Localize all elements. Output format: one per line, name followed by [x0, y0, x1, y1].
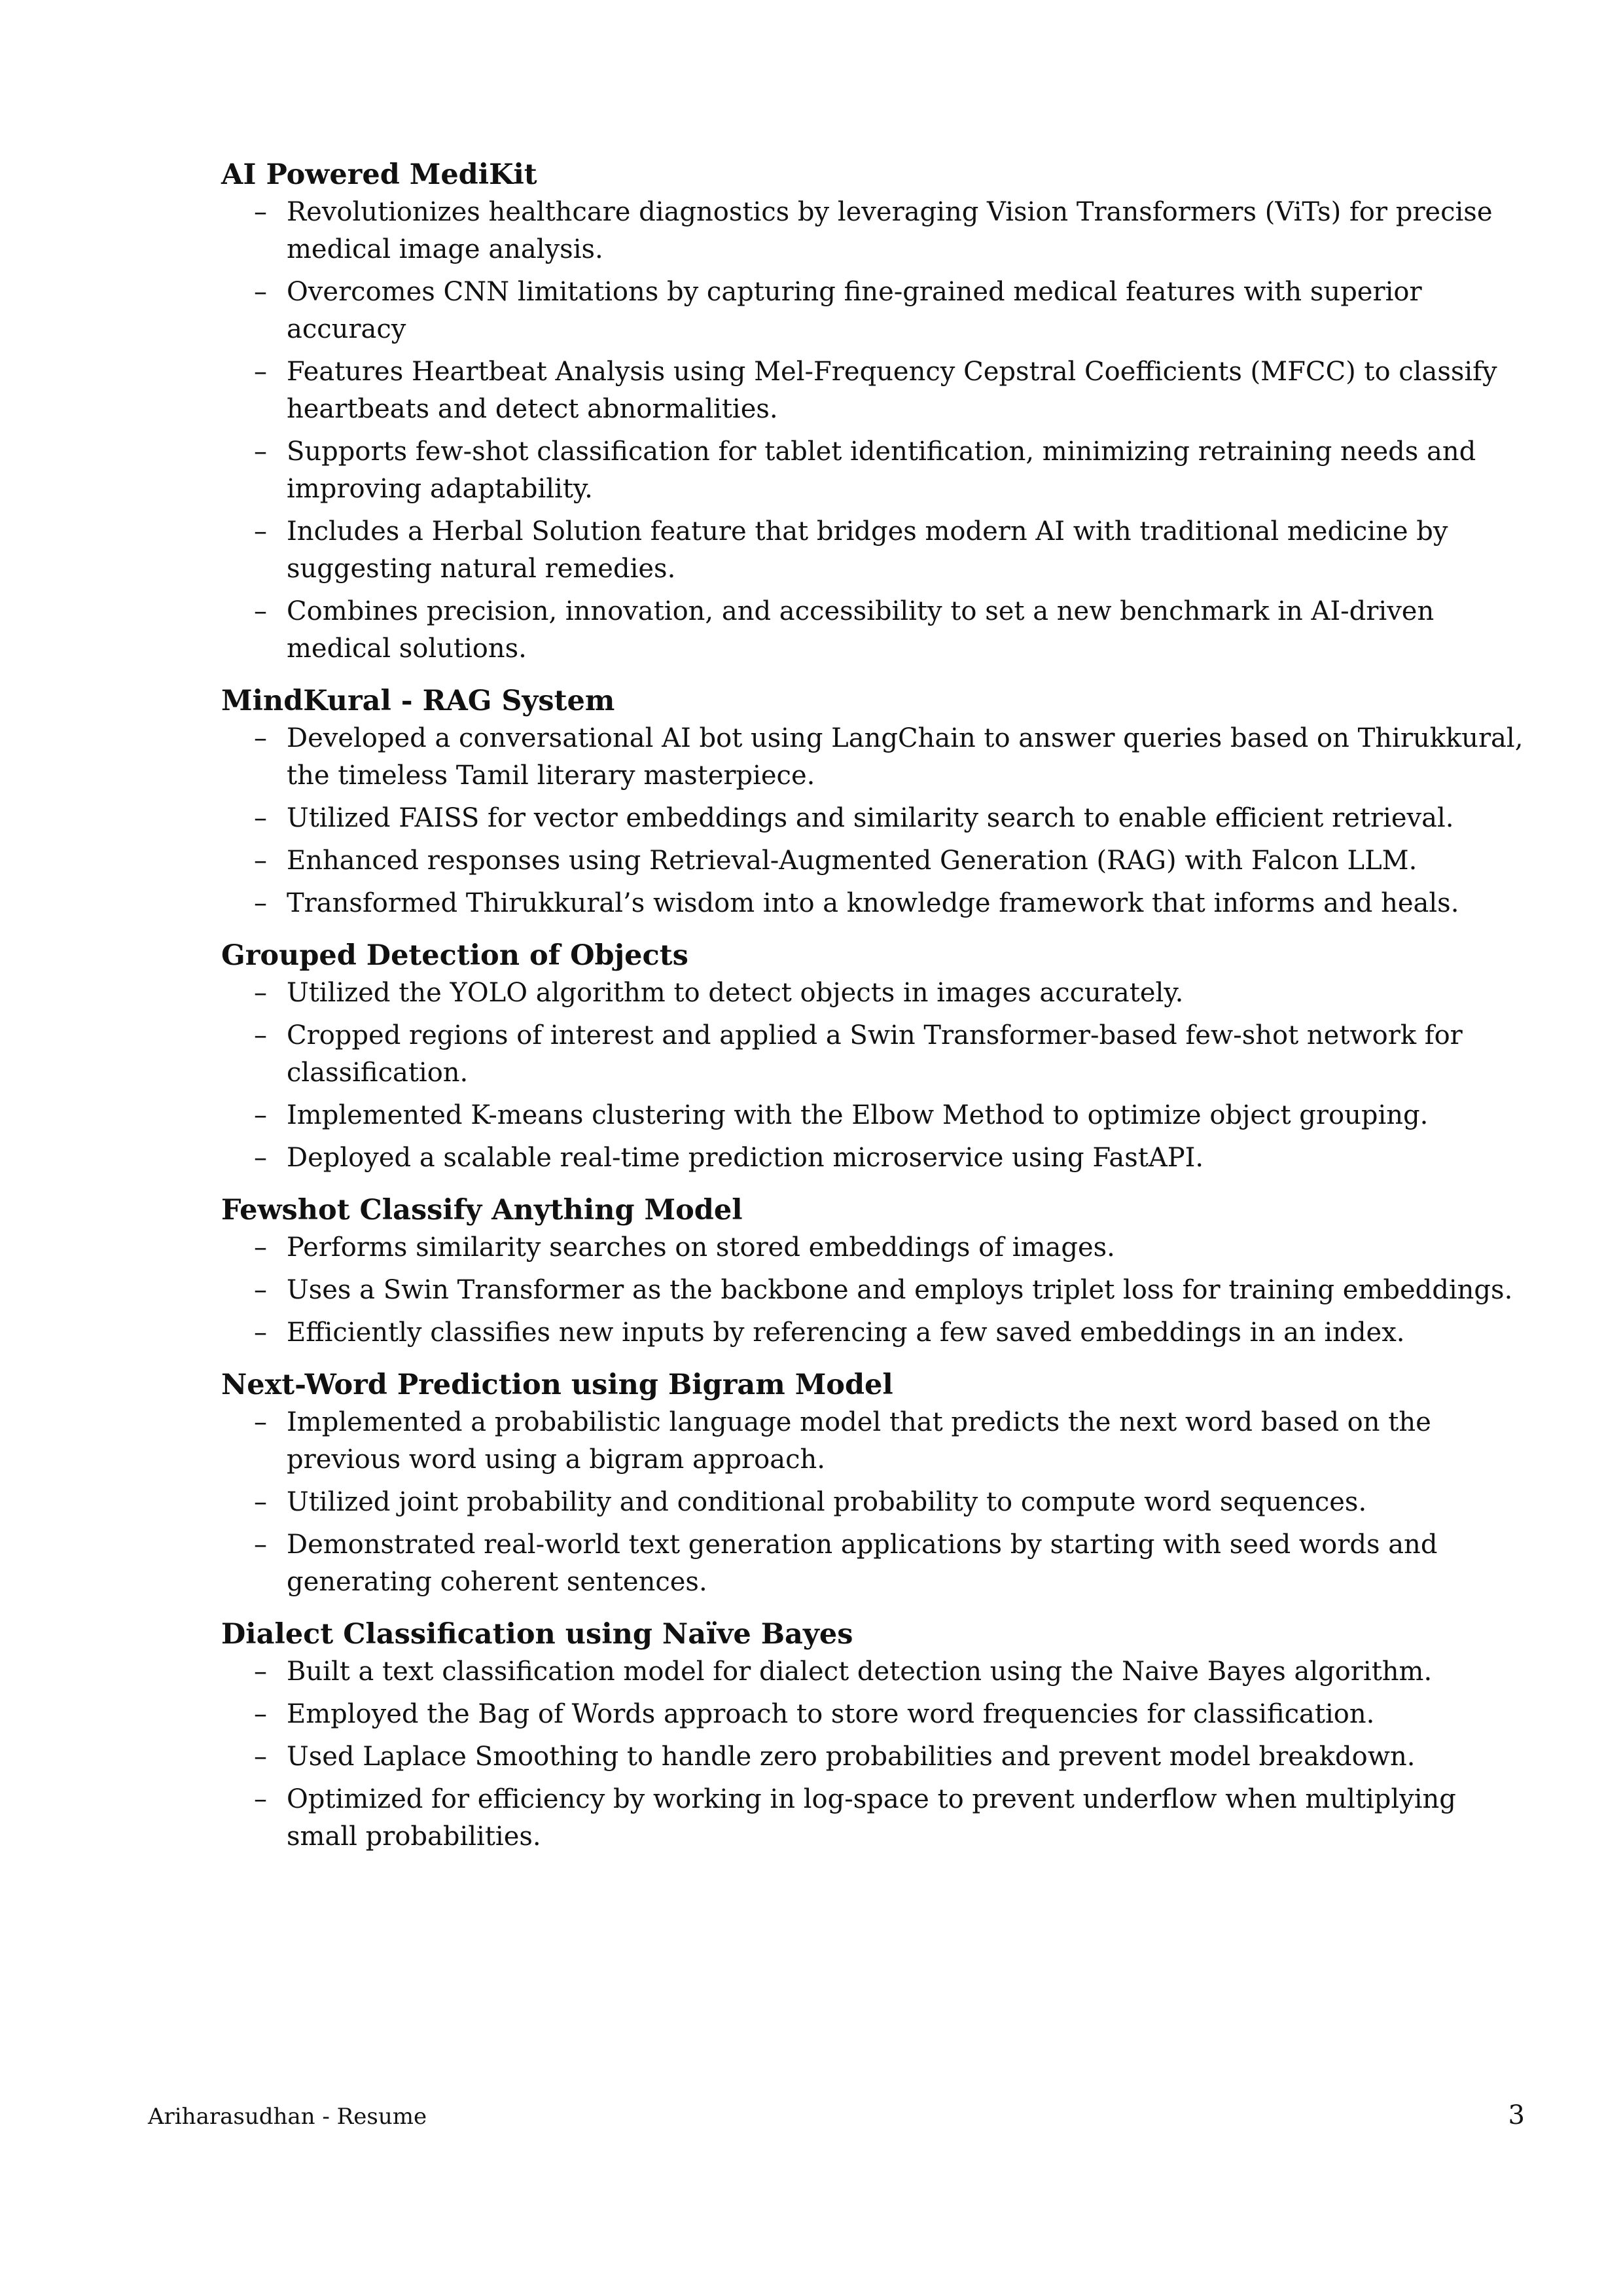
list-item: [221, 1696, 1531, 1733]
bullet-text: Combines precision, innovation, and accessibility to set a new benchmark in AI-driven medical solutions.: [287, 596, 1435, 664]
dash-icon: –: [254, 197, 267, 227]
dash-icon: –: [254, 1407, 267, 1437]
dash-icon: –: [254, 1530, 267, 1560]
dash-icon: –: [254, 1275, 267, 1305]
bullet-text: Developed a conversational AI bot using LangChain to answer queries based on Thirukkural, the timeless Tamil literary masterpiece.: [287, 723, 1524, 791]
bullet-text: Deployed a scalable real-time prediction microservice using FastAPI.: [287, 1143, 1204, 1173]
dash-icon: –: [254, 277, 267, 307]
project-title: AI Powered MediKit: [221, 158, 537, 191]
project-fewshot-classify: [221, 1191, 1531, 1352]
project-grouped-detection: [221, 937, 1531, 1177]
dash-icon: –: [254, 1657, 267, 1687]
bullet-text: Revolutionizes healthcare diagnostics by leveraging Vision Transformers (ViTs) for precise medical image analysis.: [287, 197, 1493, 264]
dash-icon: –: [254, 888, 267, 918]
list-item: [221, 1404, 1531, 1479]
dash-icon: –: [254, 803, 267, 833]
list-item: [221, 720, 1531, 795]
dash-icon: –: [254, 1232, 267, 1263]
bullet-text: Utilized joint probability and conditional probability to compute word sequences.: [287, 1487, 1367, 1517]
dash-icon: –: [254, 1100, 267, 1130]
list-item: [221, 593, 1531, 668]
list-item: [221, 353, 1531, 428]
footer-author: Ariharasudhan - Resume: [148, 2104, 427, 2130]
dash-icon: –: [254, 516, 267, 547]
dash-icon: –: [254, 846, 267, 876]
list-item: [221, 1314, 1531, 1352]
project-title: Fewshot Classify Anything Model: [221, 1194, 743, 1227]
bullet-text: Implemented a probabilistic language model that predicts the next word based on the previous word using a bigram approach.: [287, 1407, 1431, 1475]
projects-section: [221, 156, 1531, 1870]
project-bigram: [221, 1366, 1531, 1601]
bullet-text: Enhanced responses using Retrieval-Augmented Generation (RAG) with Falcon LLM.: [287, 846, 1418, 876]
bullet-text: Uses a Swin Transformer as the backbone and employs triplet loss for training embeddings.: [287, 1275, 1513, 1305]
dash-icon: –: [254, 1742, 267, 1772]
list-item: [221, 975, 1531, 1012]
list-item: [221, 1484, 1531, 1521]
project-mindkural: [221, 682, 1531, 922]
bullet-text: Optimized for efficiency by working in log-space to prevent underflow when multiplying small probabilities.: [287, 1784, 1456, 1852]
bullet-list: [221, 975, 1531, 1177]
dash-icon: –: [254, 1699, 267, 1729]
list-item: [221, 800, 1531, 837]
bullet-text: Used Laplace Smoothing to handle zero probabilities and prevent model breakdown.: [287, 1742, 1416, 1772]
bullet-text: Performs similarity searches on stored embeddings of images.: [287, 1232, 1115, 1263]
bullet-text: Utilized FAISS for vector embeddings and similarity search to enable efficient retrieval.: [287, 803, 1454, 833]
bullet-text: Transformed Thirukkural’s wisdom into a knowledge framework that informs and heals.: [287, 888, 1459, 918]
bullet-text: Demonstrated real-world text generation applications by starting with seed words and generating coherent sentences.: [287, 1530, 1438, 1597]
bullet-text: Utilized the YOLO algorithm to detect objects in images accurately.: [287, 978, 1184, 1008]
list-item: [221, 1229, 1531, 1266]
bullet-list: [221, 720, 1531, 922]
list-item: [221, 842, 1531, 880]
list-item: [221, 1526, 1531, 1601]
page-number: 3: [1508, 2100, 1525, 2130]
list-item: [221, 513, 1531, 588]
list-item: [221, 1017, 1531, 1092]
list-item: [221, 885, 1531, 922]
bullet-text: Overcomes CNN limitations by capturing fine-grained medical features with superior accuracy: [287, 277, 1422, 344]
bullet-text: Implemented K-means clustering with the Elbow Method to optimize object grouping.: [287, 1100, 1429, 1130]
bullet-text: Cropped regions of interest and applied a Swin Transformer-based few-shot network for classification.: [287, 1020, 1463, 1088]
list-item: [221, 1738, 1531, 1776]
list-item: [221, 1272, 1531, 1309]
dash-icon: –: [254, 978, 267, 1008]
dash-icon: –: [254, 437, 267, 467]
project-medikit: [221, 156, 1531, 668]
bullet-text: Supports few-shot classification for tablet identification, minimizing retraining needs and improving adaptability.: [287, 437, 1476, 504]
project-title: MindKural - RAG System: [221, 685, 615, 717]
dash-icon: –: [254, 1020, 267, 1050]
dash-icon: –: [254, 1143, 267, 1173]
bullet-text: Employed the Bag of Words approach to store word frequencies for classification.: [287, 1699, 1375, 1729]
list-item: [221, 1139, 1531, 1177]
bullet-list: [221, 1653, 1531, 1856]
list-item: [221, 1781, 1531, 1856]
dash-icon: –: [254, 1318, 267, 1348]
bullet-text: Efficiently classifies new inputs by referencing a few saved embeddings in an index.: [287, 1318, 1405, 1348]
dash-icon: –: [254, 596, 267, 626]
project-title: Dialect Classification using Naïve Bayes: [221, 1618, 853, 1651]
project-title: Grouped Detection of Objects: [221, 939, 688, 972]
dash-icon: –: [254, 357, 267, 387]
bullet-text: Built a text classification model for dialect detection using the Naive Bayes algorithm.: [287, 1657, 1433, 1687]
list-item: [221, 274, 1531, 348]
dash-icon: –: [254, 1487, 267, 1517]
list-item: [221, 1097, 1531, 1134]
list-item: [221, 1653, 1531, 1691]
project-dialect: [221, 1615, 1531, 1856]
bullet-list: [221, 194, 1531, 668]
bullet-text: Includes a Herbal Solution feature that bridges modern AI with traditional medicine by suggesting natural remedies.: [287, 516, 1448, 584]
list-item: [221, 194, 1531, 268]
dash-icon: –: [254, 1784, 267, 1814]
dash-icon: –: [254, 723, 267, 753]
bullet-list: [221, 1229, 1531, 1352]
list-item: [221, 433, 1531, 508]
bullet-text: Features Heartbeat Analysis using Mel-Frequency Cepstral Coefficients (MFCC) to classify heartbeats and detect abnormalities.: [287, 357, 1497, 424]
project-title: Next-Word Prediction using Bigram Model: [221, 1369, 893, 1401]
bullet-list: [221, 1404, 1531, 1601]
